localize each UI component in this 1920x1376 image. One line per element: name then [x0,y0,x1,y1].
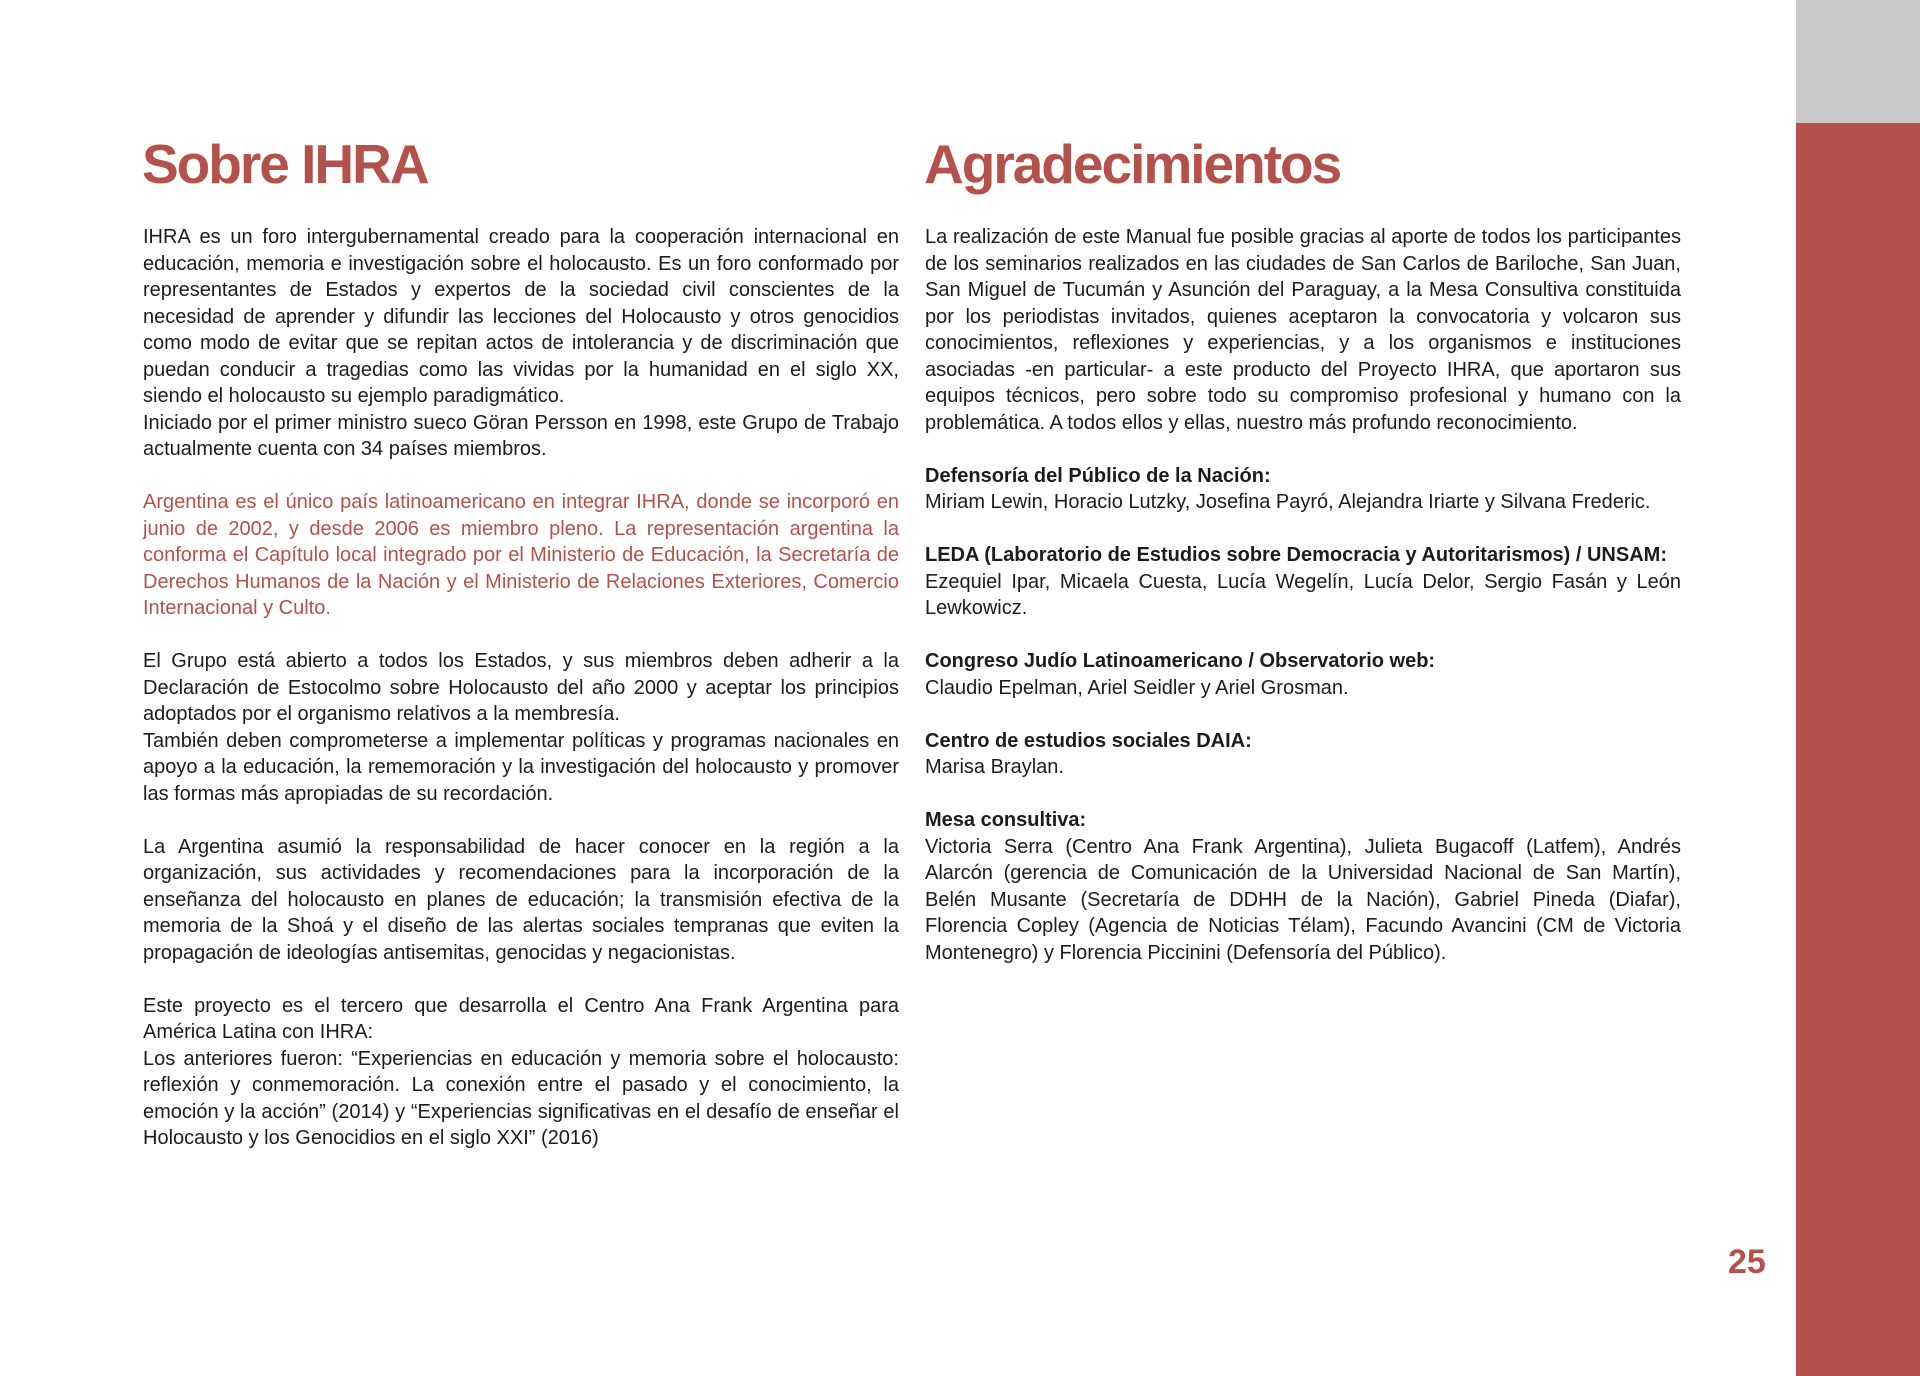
side-bar-red-block [1796,123,1920,1376]
left-paragraph: El Grupo está abierto a todos los Estados, y sus miembros deben adherir a la Declaración de Estocolmo sobre Holocausto del año 2000 y aceptar los principios adoptados por el organismo relativos a la membresía. [143,650,899,725]
left-paragraph: Iniciado por el primer ministro sueco Göran Persson en 1998, este Grupo de Trabajo actualmente cuenta con 34 países miembros. [143,411,899,460]
ack-group-heading: Congreso Judío Latinoamericano / Observatorio web: [925,650,1436,672]
ack-group-heading: Defensoría del Público de la Nación: [925,464,1271,487]
right-title: Agradecimientos [924,133,1341,195]
ack-group-names: Marisa Braylan. [925,756,1064,778]
ack-group-names: Ezequiel Ipar, Micaela Cuesta, Lucía Wegelín, Lucía Delor, Sergio Fasán y León Lewkowicz. [925,570,1681,619]
left-title: Sobre IHRA [142,133,428,195]
ack-group-heading: LEDA (Laboratorio de Estudios sobre Democracia y Autoritarismos) / UNSAM: [925,544,1667,566]
ack-group-heading: Centro de estudios sociales DAIA: [925,729,1252,752]
ack-group [925,807,1681,966]
left-paragraph: La Argentina asumió la responsabilidad de hacer conocer en la región a la organización, sus actividades y recomendaciones para la incorporación de la enseñanza del holocausto en planes de educación; la transmisión efectiva de la memoria de la Shoá y el diseño de las alertas sociales tempranas que eviten la propagación de ideologías antisemitas, genocidas y negacionistas. [143,835,899,964]
side-bar-grey-block [1796,0,1920,123]
ack-group [925,542,1681,622]
side-bar [1796,0,1920,1376]
acknowledgements-intro: La realización de este Manual fue posible gracias al aporte de todos los participantes de los seminarios realizados en las ciudades de San Carlos de Bariloche, San Juan, San Miguel de Tucumán y Asunción del Paraguay, a la Mesa Consultiva constituida por los periodistas invitados, quienes aceptaron la convocatoria y volcaron sus conocimientos, reflexiones y experiencias, y a los organismos e instituciones asociadas -en particular- a este producto del Proyecto IHRA, que aportaron sus equipos técnicos, pero sobre todo su compromiso profesional y humano con la problemática. A todos ellos y ellas, nuestro más profundo reconocimiento. [925,226,1681,434]
left-paragraph: Este proyecto es el tercero que desarrolla el Centro Ana Frank Argentina para América Latina con IHRA: [143,994,899,1043]
left-paragraph-highlight: Argentina es el único país latinoamericano en integrar IHRA, donde se incorporó en junio de 2002, y desde 2006 es miembro pleno. La representación argentina la conforma el Capítulo local integrado por el Ministerio de Educación, la Secretaría de Derechos Humanos de la Nación y el Ministerio de Relaciones Exteriores, Comercio Internacional y Culto. [143,491,899,619]
left-paragraph: También deben comprometerse a implementar políticas y programas nacionales en apoyo a la educación, la rememoración y la investigación del holocausto y promover las formas más apropiadas de su recordación. [143,729,899,805]
ack-group [925,728,1681,781]
left-paragraph: Los anteriores fueron: “Experiencias en educación y memoria sobre el holocausto: reflexión y conmemoración. La conexión entre el pasado y el conocimiento, la emoción y la acción” (2014) y “Experiencias significativas en el desafío de enseñar el Holocausto y los Genocidios en el siglo XXI” (2016) [143,1047,899,1149]
ack-group [925,648,1681,701]
right-column [925,224,1681,966]
ack-group-names: Victoria Serra (Centro Ana Frank Argentina), Julieta Bugacoff (Latfem), Andrés Alarcón (gerencia de Comunicación de la Universidad Nacional de San Martín), Belén Musante (Secretaría de DDHH de la Nación), Gabriel Pineda (Diafar), Florencia Copley (Agencia de Noticias Télam), Facundo Avancini (CM de Victoria Montenegro) y Florencia Piccinini (Defensoría del Público). [925,835,1681,964]
ack-group-names: Miriam Lewin, Horacio Lutzky, Josefina Payró, Alejandra Iriarte y Silvana Frederic. [925,491,1651,513]
page-number: 25 [1728,1243,1766,1281]
left-paragraph: IHRA es un foro intergubernamental creado para la cooperación internacional en educación, memoria e investigación sobre el holocausto. Es un foro conformado por representantes de Estados y expertos de la sociedad civil conscientes de la necesidad de aprender y difundir las lecciones del Holocausto y otros genocidios como modo de evitar que se repitan actos de intolerancia y de discriminación que puedan conducir a tragedias como las vividas por la humanidad en el siglo XX, siendo el holocausto su ejemplo paradigmático. [143,226,899,407]
ack-group-heading: Mesa consultiva: [925,809,1087,831]
ack-group-names: Claudio Epelman, Ariel Seidler y Ariel Grosman. [925,676,1349,699]
ack-group [925,463,1681,516]
left-column [143,224,899,1152]
